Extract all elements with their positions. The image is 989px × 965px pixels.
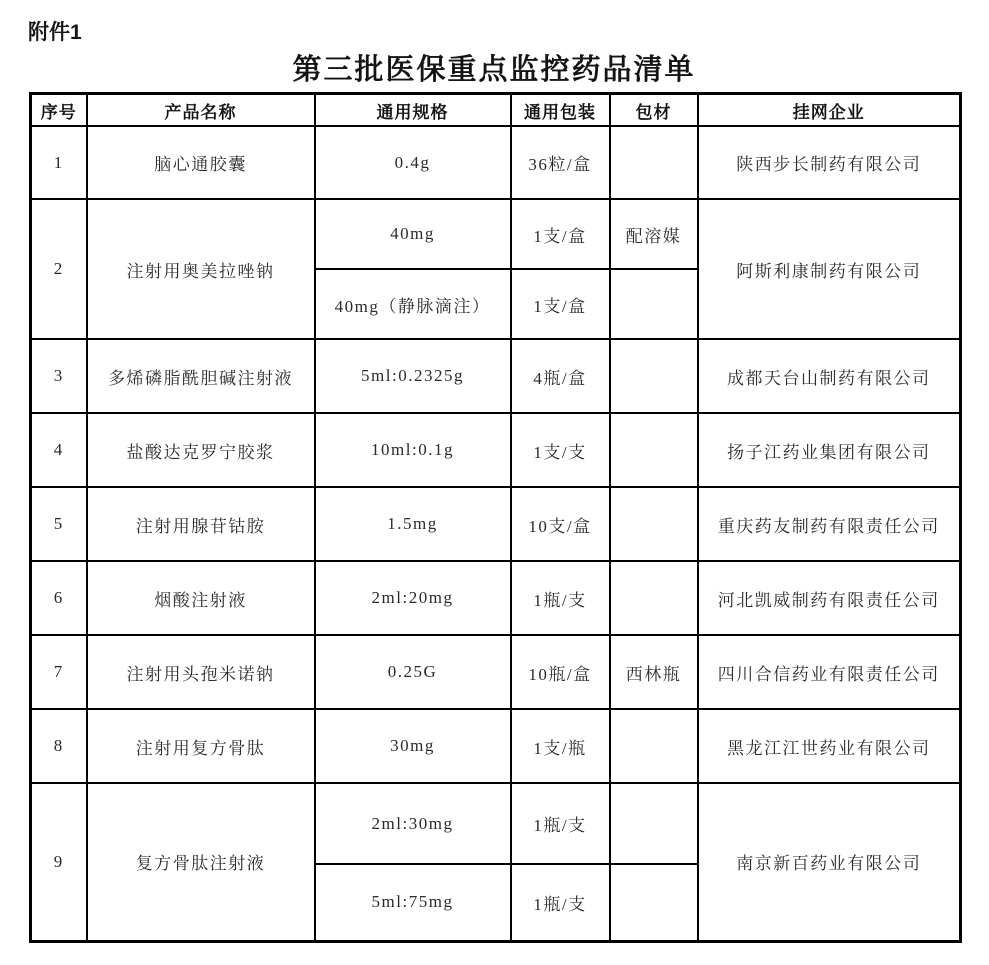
cell-serial: 2 [31, 199, 87, 339]
cell-serial: 1 [31, 126, 87, 199]
header-row [31, 94, 961, 127]
table-row [31, 126, 961, 199]
column-header-no: 序号 [31, 94, 87, 127]
cell-pack: 1支/盒 [511, 199, 610, 269]
cell-serial: 9 [31, 783, 87, 941]
cell-pack: 1支/瓶 [511, 709, 610, 783]
cell-material [610, 709, 698, 783]
attachment-label: 附件1 [28, 21, 82, 44]
cell-spec: 40mg [315, 199, 511, 269]
column-header-spec: 通用规格 [315, 94, 511, 127]
cell-material [610, 864, 698, 941]
table-row [31, 339, 961, 413]
table-header [31, 94, 961, 127]
table-row [31, 487, 961, 561]
cell-spec: 0.25G [315, 635, 511, 709]
cell-spec: 10ml:0.1g [315, 413, 511, 487]
cell-serial: 7 [31, 635, 87, 709]
cell-material: 配溶媒 [610, 199, 698, 269]
cell-product: 注射用奥美拉唑钠 [87, 199, 315, 339]
cell-pack: 1支/盒 [511, 269, 610, 339]
cell-company: 扬子江药业集团有限公司 [698, 413, 961, 487]
cell-pack: 1支/支 [511, 413, 610, 487]
table-row [31, 413, 961, 487]
table-row [31, 635, 961, 709]
cell-pack: 4瓶/盒 [511, 339, 610, 413]
cell-spec: 2ml:30mg [315, 783, 511, 864]
cell-company: 重庆药友制药有限责任公司 [698, 487, 961, 561]
cell-serial: 3 [31, 339, 87, 413]
cell-spec: 30mg [315, 709, 511, 783]
cell-material [610, 413, 698, 487]
column-header-company: 挂网企业 [698, 94, 961, 127]
cell-product: 多烯磷脂酰胆碱注射液 [87, 339, 315, 413]
cell-product: 烟酸注射液 [87, 561, 315, 635]
cell-pack: 1瓶/支 [511, 783, 610, 864]
cell-spec: 0.4g [315, 126, 511, 199]
table-body [31, 126, 961, 941]
cell-product: 注射用腺苷钴胺 [87, 487, 315, 561]
cell-serial: 6 [31, 561, 87, 635]
cell-material [610, 561, 698, 635]
column-header-pack: 通用包装 [511, 94, 610, 127]
cell-company: 四川合信药业有限责任公司 [698, 635, 961, 709]
cell-spec: 5ml:0.2325g [315, 339, 511, 413]
cell-company: 河北凯威制药有限责任公司 [698, 561, 961, 635]
page-title: 第三批医保重点监控药品清单 [292, 54, 696, 86]
cell-product: 复方骨肽注射液 [87, 783, 315, 941]
cell-spec: 5ml:75mg [315, 864, 511, 941]
cell-company: 南京新百药业有限公司 [698, 783, 961, 941]
column-header-product: 产品名称 [87, 94, 315, 127]
cell-spec: 2ml:20mg [315, 561, 511, 635]
table-subrow [31, 199, 961, 269]
cell-product: 盐酸达克罗宁胶浆 [87, 413, 315, 487]
cell-spec: 1.5mg [315, 487, 511, 561]
cell-pack: 1瓶/支 [511, 561, 610, 635]
table-subrow [31, 783, 961, 864]
cell-material [610, 269, 698, 339]
cell-company: 黑龙江江世药业有限公司 [698, 709, 961, 783]
column-header-material: 包材 [610, 94, 698, 127]
cell-product: 注射用头孢米诺钠 [87, 635, 315, 709]
cell-material [610, 126, 698, 199]
cell-pack: 1瓶/支 [511, 864, 610, 941]
cell-pack: 10瓶/盒 [511, 635, 610, 709]
cell-serial: 8 [31, 709, 87, 783]
cell-pack: 36粒/盒 [511, 126, 610, 199]
cell-material: 西林瓶 [610, 635, 698, 709]
cell-product: 脑心通胶囊 [87, 126, 315, 199]
cell-serial: 5 [31, 487, 87, 561]
cell-company: 成都天台山制药有限公司 [698, 339, 961, 413]
cell-pack: 10支/盒 [511, 487, 610, 561]
drug-list-table [29, 92, 962, 943]
cell-material [610, 783, 698, 864]
cell-spec: 40mg（静脉滴注） [315, 269, 511, 339]
cell-company: 阿斯利康制药有限公司 [698, 199, 961, 339]
table-row [31, 709, 961, 783]
cell-serial: 4 [31, 413, 87, 487]
table-row [31, 561, 961, 635]
cell-material [610, 487, 698, 561]
cell-company: 陕西步长制药有限公司 [698, 126, 961, 199]
cell-product: 注射用复方骨肽 [87, 709, 315, 783]
cell-material [610, 339, 698, 413]
